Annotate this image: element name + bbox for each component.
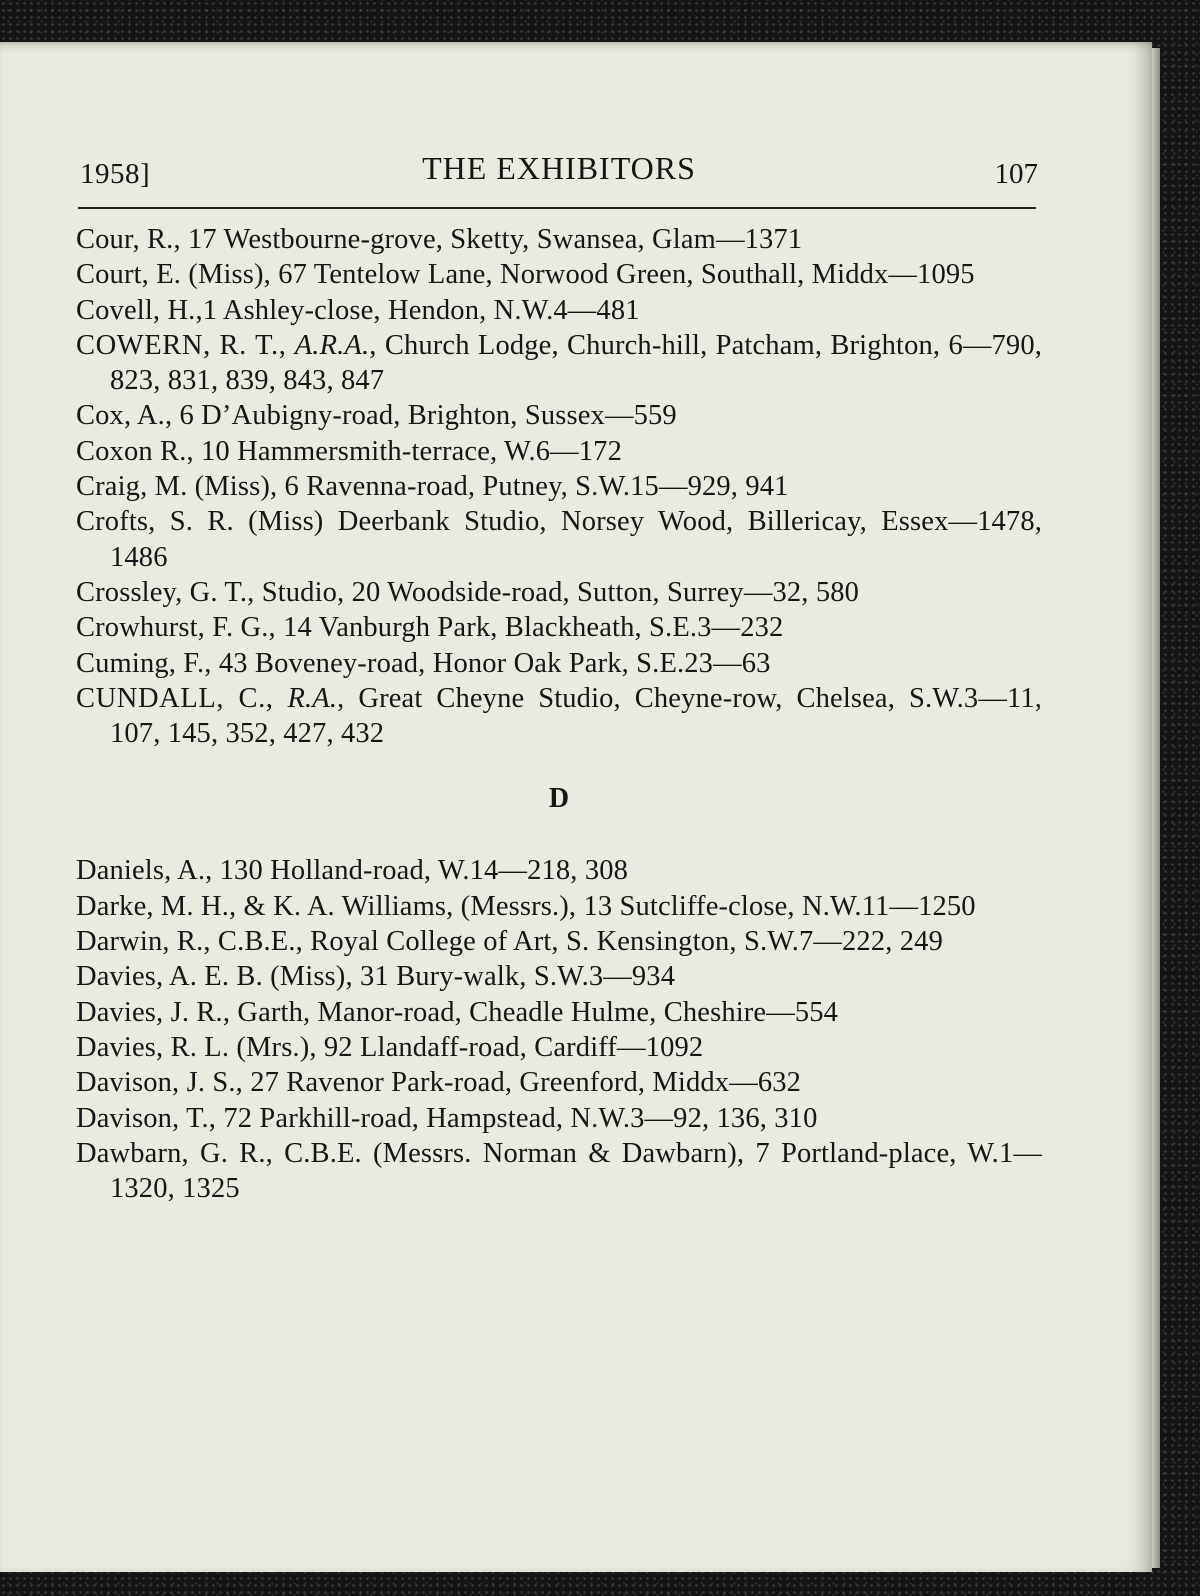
header-year: 1958] [80, 158, 151, 190]
entry-name: Cuming, F., [76, 647, 212, 679]
entry-details: 10 Hammersmith-terrace, W.6—172 [193, 435, 622, 467]
list-item [76, 257, 1042, 292]
page-edge [1152, 48, 1160, 1568]
entry-name: Court, E. [76, 259, 182, 291]
list-item [76, 646, 1042, 681]
entry-details: C.B.E. (Messrs. Norman & Dawbarn), 7 Portland-place, W.1—1320, 1325 [110, 1137, 1042, 1205]
entry-details: C.B.E., Royal College of Art, S. Kensington, S.W.7—222, 249 [210, 926, 943, 958]
entry-details: 1 Ashley-close, Hendon, N.W.4—481 [202, 294, 640, 326]
entry-details: (Miss), 6 Ravenna-road, Putney, S.W.15—929, 941 [187, 471, 789, 503]
entry-name: COWERN, R. T., [76, 329, 287, 361]
header-rule [78, 207, 1036, 209]
entry-name: Davies, R. L. [76, 1031, 230, 1063]
page-number: 107 [994, 158, 1038, 190]
section-d-entries [76, 853, 1042, 1206]
entry-name: Crossley, G. T., [76, 576, 255, 608]
entry-details: (Mrs.), 92 Llandaff-road, Cardiff—1092 [229, 1031, 704, 1063]
exhibitor-list [76, 222, 1042, 1206]
entry-details: , Great Cheyne Studio, Cheyne-row, Chelsea, S.W.3—11, 107, 145, 352, 427, 432 [110, 682, 1042, 750]
entry-name: Daniels, A., [76, 855, 213, 887]
entry-details: Studio, 20 Woodside-road, Sutton, Surrey—32, 580 [254, 576, 860, 608]
entry-name: Davies, J. R., [76, 996, 231, 1028]
entry-details: 72 Parkhill-road, Hampstead, N.W.3—92, 136, 310 [216, 1102, 818, 1134]
entry-name: CUNDALL, C., [76, 682, 274, 714]
entry-name: Darke, M. H., & K. A. Williams, [76, 890, 454, 922]
entry-name: Craig, M. [76, 471, 188, 503]
entry-details: 14 Vanburgh Park, Blackheath, S.E.3—232 [275, 612, 784, 644]
entry-details: 27 Ravenor Park-road, Greenford, Middx—632 [242, 1067, 802, 1099]
entry-name: Davies, A. E. B. [76, 961, 263, 993]
list-item [76, 469, 1042, 504]
entry-details: (Messrs.), 13 Sutcliffe-close, N.W.11—1250 [453, 890, 976, 922]
list-item [76, 328, 1042, 399]
page-title: THE EXHIBITORS [422, 150, 696, 186]
entry-details: , Church Lodge, Church-hill, Patcham, Brighton, 6—790, 823, 831, 839, 843, 847 [110, 329, 1042, 397]
list-item [76, 610, 1042, 645]
list-item [76, 504, 1042, 575]
list-item [76, 434, 1042, 469]
entry-name: Darwin, R., [76, 926, 211, 958]
entry-name: Dawbarn, G. R., [76, 1137, 273, 1169]
list-item [76, 959, 1042, 994]
entry-details: 6 D’Aubigny-road, Brighton, Sussex—559 [172, 400, 677, 432]
entry-name: Covell, H., [76, 294, 203, 326]
list-item [76, 1030, 1042, 1065]
entry-details: 130 Holland-road, W.14—218, 308 [212, 855, 629, 887]
list-item [76, 853, 1042, 888]
list-item [76, 293, 1042, 328]
entry-details: (Miss), 67 Tentelow Lane, Norwood Green, Southall, Middx—1095 [181, 259, 975, 291]
entry-name: Crofts, S. R. [76, 506, 234, 538]
list-item [76, 1101, 1042, 1136]
entry-details: 17 Westbourne-grove, Sketty, Swansea, Glam—1371 [180, 224, 803, 255]
entry-name: Davison, T., [76, 1102, 217, 1134]
entry-name: Coxon R., [76, 435, 194, 467]
entry-title: R.A. [287, 682, 338, 714]
list-item [76, 924, 1042, 959]
list-item [76, 1065, 1042, 1100]
entry-name: Cour, R., [76, 224, 181, 255]
running-head [80, 150, 1038, 194]
entry-details: (Miss), 31 Bury-walk, S.W.3—934 [262, 961, 676, 993]
entry-name: Davison, J. S., [76, 1067, 243, 1099]
entry-name: Crowhurst, F. G., [76, 612, 276, 644]
list-item [76, 1136, 1042, 1207]
list-item [76, 681, 1042, 752]
entry-title: A.R.A. [294, 329, 370, 361]
list-item [76, 575, 1042, 610]
list-item [76, 889, 1042, 924]
section-c-entries [76, 222, 1042, 751]
entry-name: Cox, A., [76, 400, 173, 432]
entry-details: (Miss) Deerbank Studio, Norsey Wood, Billericay, Essex—1478, 1486 [110, 506, 1042, 573]
section-heading-d: D [548, 783, 570, 815]
list-item [76, 398, 1042, 433]
list-item [76, 995, 1042, 1030]
entry-details: Garth, Manor-road, Cheadle Hulme, Cheshire—554 [230, 996, 839, 1028]
entry-details: 43 Boveney-road, Honor Oak Park, S.E.23—63 [211, 647, 771, 679]
list-item [76, 222, 1042, 257]
